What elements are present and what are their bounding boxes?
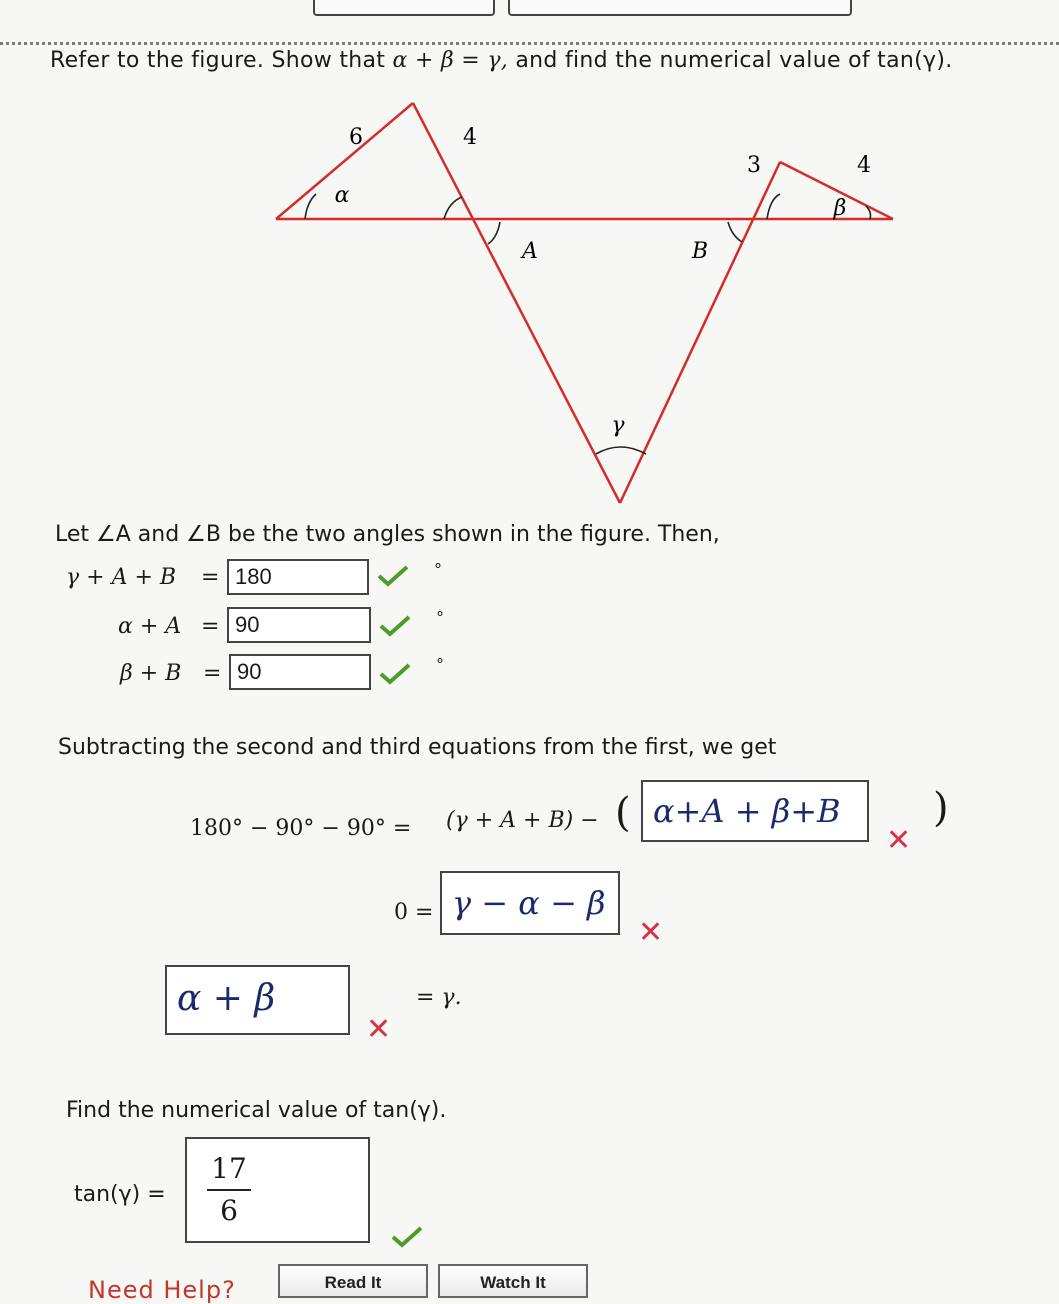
eq3-lhs: β + B [120,661,182,686]
need-help-label: Need Help? [88,1276,236,1304]
right-vertical-angle-arc [767,194,780,219]
label-3: 3 [747,153,761,178]
tan-answer-input[interactable] [185,1137,370,1243]
eq2-check-icon [378,613,412,637]
tan-fraction [207,1152,251,1227]
eq2-degree: ° [436,608,444,627]
tan-check-icon [390,1224,424,1248]
eq2-equals: = [201,614,220,639]
left-vertical-angle-arc [444,197,462,219]
step3-rhs: = γ. [416,985,462,1010]
tan-numerator: 17 [211,1152,247,1185]
label-gamma: γ [611,413,625,438]
step3-x-icon: ✕ [366,1012,392,1047]
eq3-equals: = [203,661,222,686]
eq1-check-icon [376,563,410,587]
triangle-figure [0,0,1059,520]
find-text: Find the numerical value of tan(γ). [66,1098,447,1123]
angle-A-arc [488,222,500,244]
eq3-degree: ° [436,655,444,674]
step1-middle: (γ + A + B) − [446,808,599,833]
step1-close-paren: ) [933,785,949,831]
step3-answer-input[interactable]: α + β [165,965,350,1035]
intro-text: Let ∠A and ∠B be the two angles shown in the figure. Then, [55,522,720,547]
label-6: 6 [349,125,363,150]
subtract-text: Subtracting the second and third equations from the first, we get [58,735,777,760]
step1-lhs: 180° − 90° − 90° = [190,816,412,841]
label-alpha: α [334,183,350,208]
step1-answer-input[interactable]: α+A + β+B [641,780,869,842]
eq2-answer-input[interactable]: 90 [227,607,371,643]
label-A: A [522,239,538,264]
gamma-arc [596,447,646,454]
prompt-text-before: Refer to the figure. Show that [50,48,393,73]
eq1-equals: = [201,565,220,590]
left-long-side [413,103,620,503]
fraction-bar [207,1189,251,1191]
eq3-check-icon [378,661,412,685]
label-beta: β [833,196,847,221]
label-4-left: 4 [463,125,477,150]
step2-answer-input[interactable]: γ − α − β [440,871,620,935]
step2-lhs: 0 = [394,900,434,925]
prompt-text-after: and find the numerical value of tan(γ). [508,48,953,73]
eq3-answer-input[interactable]: 90 [229,654,371,690]
step1-x-icon: ✕ [886,823,912,858]
eq1-answer-input[interactable]: 180 [227,559,369,595]
eq2-lhs: α + A [118,614,182,639]
tan-lhs: tan(γ) = [74,1182,166,1207]
prompt-relation: α + β = γ, [392,48,509,73]
read-it-button[interactable]: Read It [278,1264,428,1298]
step2-x-icon: ✕ [638,915,664,950]
eq1-degree: ° [434,560,442,579]
label-B: B [691,239,709,264]
eq1-lhs: γ + A + B [66,565,177,590]
label-4-right: 4 [857,153,871,178]
tan-denominator: 6 [220,1194,238,1227]
step1-open-paren: ( [615,790,631,836]
alpha-arc [305,194,316,219]
angle-B-arc [728,222,742,242]
right-long-side [620,162,780,503]
watch-it-button[interactable]: Watch It [438,1264,588,1298]
